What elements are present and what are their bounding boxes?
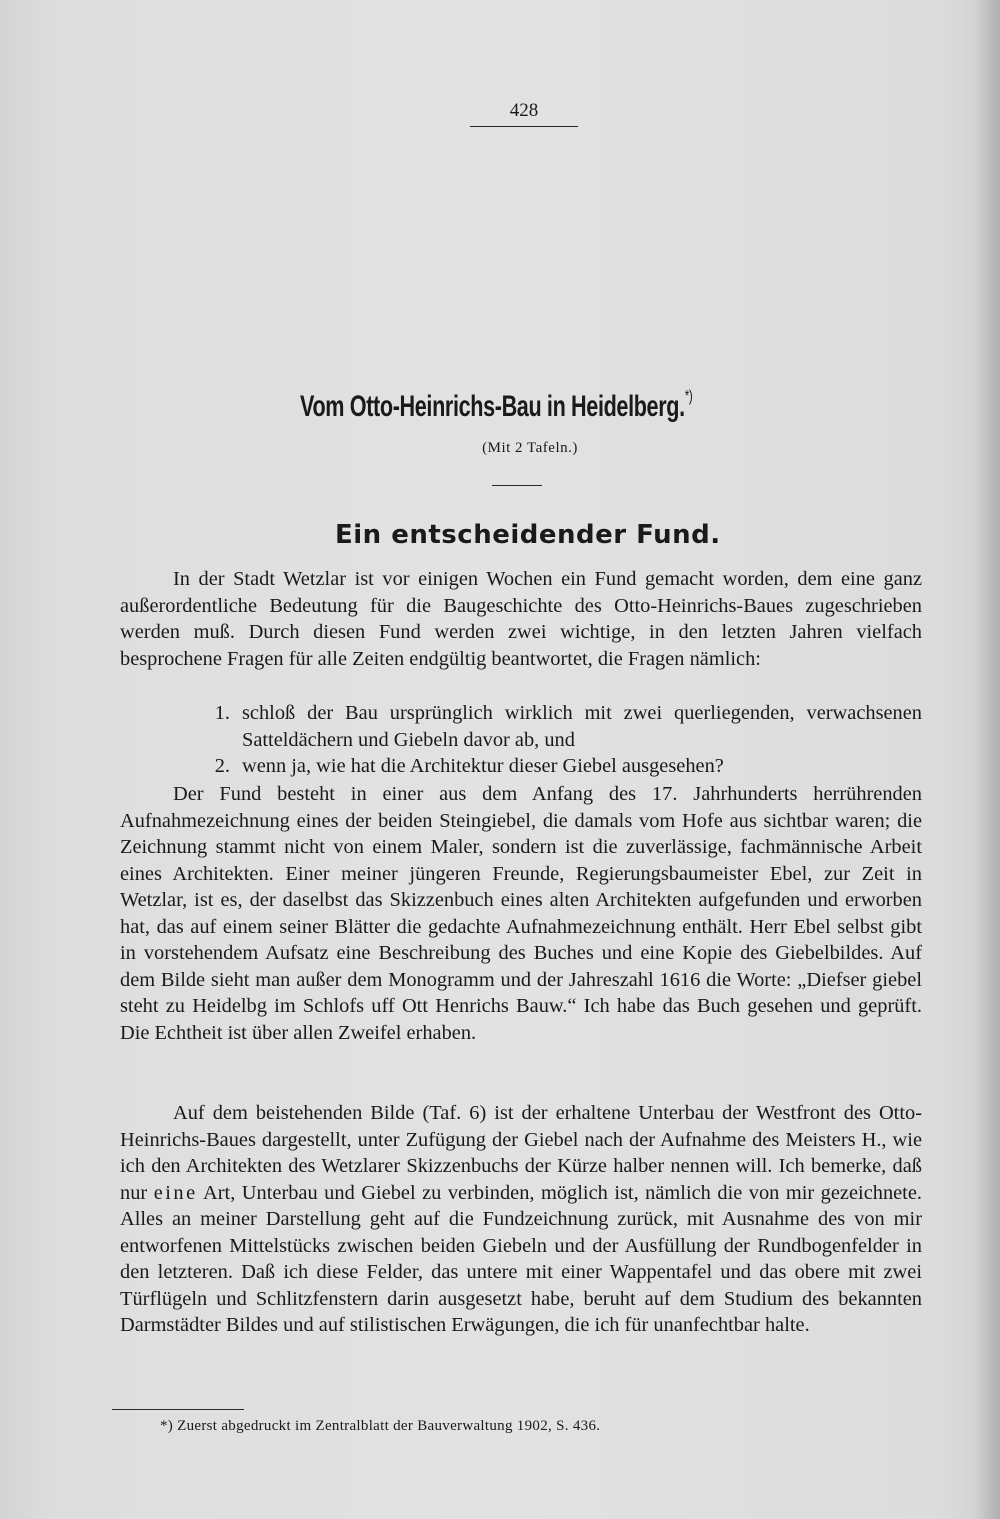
footnote: *) Zuerst abgedruckt im Zentralblatt der Bauverwaltung 1902, S. 436. [160, 1418, 601, 1434]
article-title [300, 388, 693, 424]
list-item [120, 700, 922, 753]
paragraph-illustration-part2: Art, Unterbau und Giebel zu verbinden, möglich ist, nämlich die von mir gezeichnete. Alles an meiner Darstellung geht auf die Fundzeichnung zurück, mit Ausnahme des von mir entworfenen Mittelstücks zwischen beiden Giebeln und der Ausfüllung der Rundbogenfelder in den letzteren. Daß ich diese Felder, das untere mit einer Wappentafel und das obere mit zwei Türflügeln und Schlitzfenstern darin ausgesetzt habe, beruht auf dem Studium des bekannten Darmstädter Bildes und auf stilistischen Erwägungen, die ich für unanfechtbar halte. [120, 1181, 922, 1336]
paragraph-intro [120, 566, 922, 672]
section-heading: Ein entscheidender Fund. [335, 520, 721, 550]
list-item-number: 1. [214, 702, 230, 724]
question-list [120, 700, 922, 780]
paragraph-illustration-text [120, 1100, 922, 1339]
article-subtitle: (Mit 2 Tafeln.) [482, 440, 578, 456]
page-number: 428 [470, 100, 578, 127]
paragraph-illustration [120, 1100, 922, 1339]
paragraph-find-text: Der Fund besteht in einer aus dem Anfang des 17. Jahrhunderts herrührenden Aufnahmezeichnung eines der beiden Steingiebel, die damals vom Hofe aus sichtbar waren; die Zeichnung stammt nicht von einem Maler, sondern ist die zuverlässige, fachmännische Arbeit eines Architekten. Einer meiner jüngeren Freunde, Regierungsbaumeister Ebel, zur Zeit in Wetzlar, ist es, der daselbst das Skizzenbuch eines alten Architekten aufgefunden und erworben hat, das auf einem seiner Blätter die gedachte Aufnahmezeichnung enthält. Herr Ebel selbst gibt in vorstehendem Aufsatz eine Beschreibung des Buches und eine Kopie des Giebelbildes. Auf dem Bilde sieht man außer dem Monogramm und der Jahreszahl 1616 die Worte: „Diefser giebel steht zu Heidelbg im Schlofs uff Ott Henrichs Bauw.“ Ich habe das Buch gesehen und geprüft. Die Echtheit ist über allen Zweifel erhaben. [120, 783, 922, 1044]
list-item [120, 753, 922, 780]
title-divider [492, 485, 542, 486]
article-title-text: Vom Otto-Heinrichs-Bau in Heidelberg. [300, 390, 685, 423]
footnote-divider [112, 1409, 244, 1410]
list-item-text: schloß der Bau ursprünglich wirklich mit zwei querliegenden, verwachsenen Satteldächern und Giebeln davor ab, und [242, 702, 922, 751]
list-item-text: wenn ja, wie hat die Architektur dieser Giebel ausgesehen? [242, 755, 724, 777]
paragraph-intro-text: In der Stadt Wetzlar ist vor einigen Wochen ein Fund gemacht worden, dem eine ganz außerordentliche Bedeutung für die Baugeschichte des Otto-Heinrichs-Baues zugeschrieben werden muß. Durch diesen Fund werden zwei wichtige, in den letzten Jahren vielfach besprochene Fragen für alle Zeiten endgültig beantwortet, die Fragen nämlich: [120, 568, 922, 670]
paragraph-illustration-emphasis: eine [153, 1181, 198, 1204]
page-edge-shadow [974, 0, 1000, 1519]
paragraph-find [120, 781, 922, 1046]
list-item-number: 2. [214, 755, 230, 777]
paragraph-illustration-part1: Auf dem beistehenden Bilde (Taf. 6) ist der erhaltene Unterbau der Westfront des Otto-Heinrichs-Baues dargestellt, unter Zufügung der Giebel nach der Aufnahme des Meisters H., wie ich den Architekten des Wetzlarer Skizzenbuchs der Kürze halber nennen will. Ich bemerke, daß nur [120, 1102, 922, 1204]
title-footnote-marker: *) [684, 388, 693, 405]
